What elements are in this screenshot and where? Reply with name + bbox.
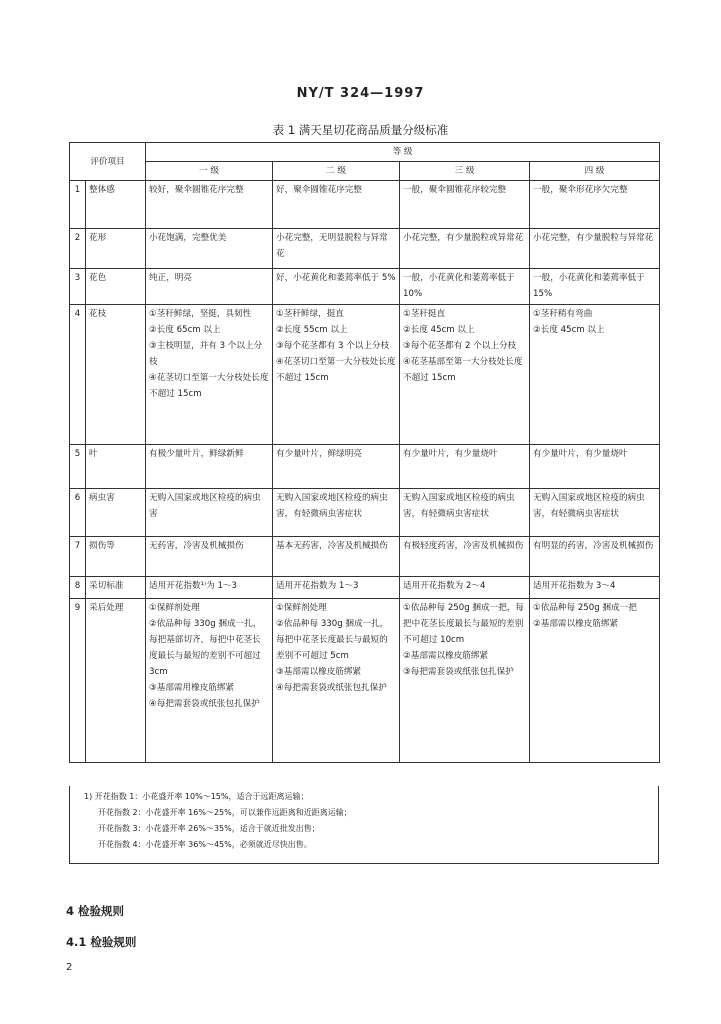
grade-cell: 小花饱满，完整优美 [146,229,273,269]
grade-cell: 有极少量叶片，鲜绿新鲜 [146,445,273,489]
table-row [70,537,660,577]
row-number: 5 [70,445,86,489]
grade-cell: ①茎秆鲜绿，坚挺，具韧性 ②长度 65cm 以上 ③主枝明显，并有 3 个以上分枝 ④花茎切口至第一大分枝处长度不超过 15cm [146,305,273,445]
table-row [70,229,660,269]
grade-cell: 适用开花指数为 1～3 [273,577,400,599]
grade-cell: ①依品种每 250g 捆成一把 ②基部需以橡皮筋绑紧 [530,599,660,763]
grade-cell: ①保鲜剂处理 ②依品种每 330g 捆成一扎，每把中花茎长度最长与最短的差别不可超过 5cm ③基部需以橡皮筋绑紧 ④每把需套袋或纸张包扎保护 [273,599,400,763]
grade-cell: 无购入国家或地区检疫的病虫害，有轻微病虫害症状 [530,489,660,537]
grade-header: 等 级 [146,143,660,162]
grade-cell: 小花完整，有少量脱粒或异常花 [400,229,530,269]
grade-cell: 无购入国家或地区检疫的病虫害，有轻微病虫害症状 [400,489,530,537]
row-number: 2 [70,229,86,269]
grade-cell: ①茎秆稍有弯曲 ②长度 45cm 以上 [530,305,660,445]
row-number: 4 [70,305,86,445]
item-name: 叶 [86,445,146,489]
grade-cell: 有少量叶片，有少量烧叶 [400,445,530,489]
grade-cell: 较好，聚伞圆锥花序完整 [146,181,273,229]
row-number: 3 [70,269,86,305]
table-row [70,599,660,763]
eval-item-header: 评价项目 [70,143,146,181]
item-name: 花枝 [86,305,146,445]
grade-header-2: 二 级 [273,162,400,181]
item-name: 采后处理 [86,599,146,763]
grade-cell: 适用开花指数¹⁾为 1～3 [146,577,273,599]
grade-header-1: 一 级 [146,162,273,181]
table-row [70,269,660,305]
grade-cell: 纯正，明亮 [146,269,273,305]
grade-cell: 好，小花黄化和萎蔫率低于 5% [273,269,400,305]
note-line: 1) 开花指数 1：小花盛开率 10%～15%，适合于远距离运输； [84,792,309,801]
table-row [70,181,660,229]
grade-cell: 无购入国家或地区检疫的病虫害 [146,489,273,537]
table-caption: 表 1 满天星切花商品质量分级标准 [272,123,449,137]
grade-cell: ①依品种每 250g 捆成一把，每把中花茎长度最长与最短的差别不可超过 10cm ②基部需以橡皮筋绑紧 ③每把需套袋或纸张包扎保护 [400,599,530,763]
grade-cell: 小花完整，无明显脱粒与异常花 [273,229,400,269]
grade-cell: 有少量叶片，鲜绿明亮 [273,445,400,489]
standard-header: NY/T 324—1997 [296,86,425,101]
note-line: 开花指数 3：小花盛开率 26%～35%，适合于就近批发出售； [98,824,320,833]
grade-cell: ①茎秆鲜绿，挺直 ②长度 55cm 以上 ③每个花茎都有 3 个以上分枝 ④花茎切口至第一大分枝处长度不超过 15cm [273,305,400,445]
item-name: 采切标准 [86,577,146,599]
table-notes [69,786,659,864]
row-number: 1 [70,181,86,229]
row-number: 8 [70,577,86,599]
note-line: 开花指数 2：小花盛开率 16%～25%，可以兼作远距离和近距离运输； [98,808,352,817]
grade-cell: 好，聚伞圆锥花序完整 [273,181,400,229]
grade-cell: 适用开花指数为 2～4 [400,577,530,599]
section-heading: 4 检验规则 [66,904,125,918]
grade-cell: 一般，小花黄化和萎蔫率低于 10% [400,269,530,305]
grade-cell: 一般，聚伞形花序欠完整 [530,181,660,229]
grade-cell: 基本无药害，冷害及机械损伤 [273,537,400,577]
grade-cell: 有明显的药害，冷害及机械损伤 [530,537,660,577]
item-name: 整体感 [86,181,146,229]
grade-cell: 一般，聚伞圆锥花序较完整 [400,181,530,229]
grade-cell: 有极轻度药害，冷害及机械损伤 [400,537,530,577]
grade-cell: 无购入国家或地区检疫的病虫害，有轻微病虫害症状 [273,489,400,537]
item-name: 花色 [86,269,146,305]
page-number: 2 [66,962,73,973]
grade-cell: 小花完整，有少量脱粒与异常花 [530,229,660,269]
note-line: 开花指数 4：小花盛开率 36%～45%，必须就近尽快出售。 [98,840,312,849]
grading-table [69,142,660,763]
grade-header-4: 四 级 [530,162,660,181]
grade-cell: 适用开花指数为 3～4 [530,577,660,599]
table-row [70,577,660,599]
row-number: 9 [70,599,86,763]
grade-cell: 一般，小花黄化和萎蔫率低于 15% [530,269,660,305]
grade-cell: 有少量叶片，有少量烧叶 [530,445,660,489]
table-row [70,489,660,537]
table-row [70,305,660,445]
row-number: 7 [70,537,86,577]
grade-cell: ①茎秆挺直 ②长度 45cm 以上 ③每个花茎都有 2 个以上分枝 ④花茎基部至第一大分枝处长度不超过 15cm [400,305,530,445]
grade-cell: 无药害，冷害及机械损伤 [146,537,273,577]
grade-cell: ①保鲜剂处理 ②依品种每 330g 捆成一扎，每把基部切齐，每把中花茎长度最长与最短的差别不可超过 3cm ③基部需用橡皮筋绑紧 ④每把需套袋或纸张包扎保护 [146,599,273,763]
grade-header-3: 三 级 [400,162,530,181]
item-name: 病虫害 [86,489,146,537]
subsection-heading: 4.1 检验规则 [66,935,137,949]
item-name: 损伤等 [86,537,146,577]
item-name: 花形 [86,229,146,269]
row-number: 6 [70,489,86,537]
table-row [70,445,660,489]
